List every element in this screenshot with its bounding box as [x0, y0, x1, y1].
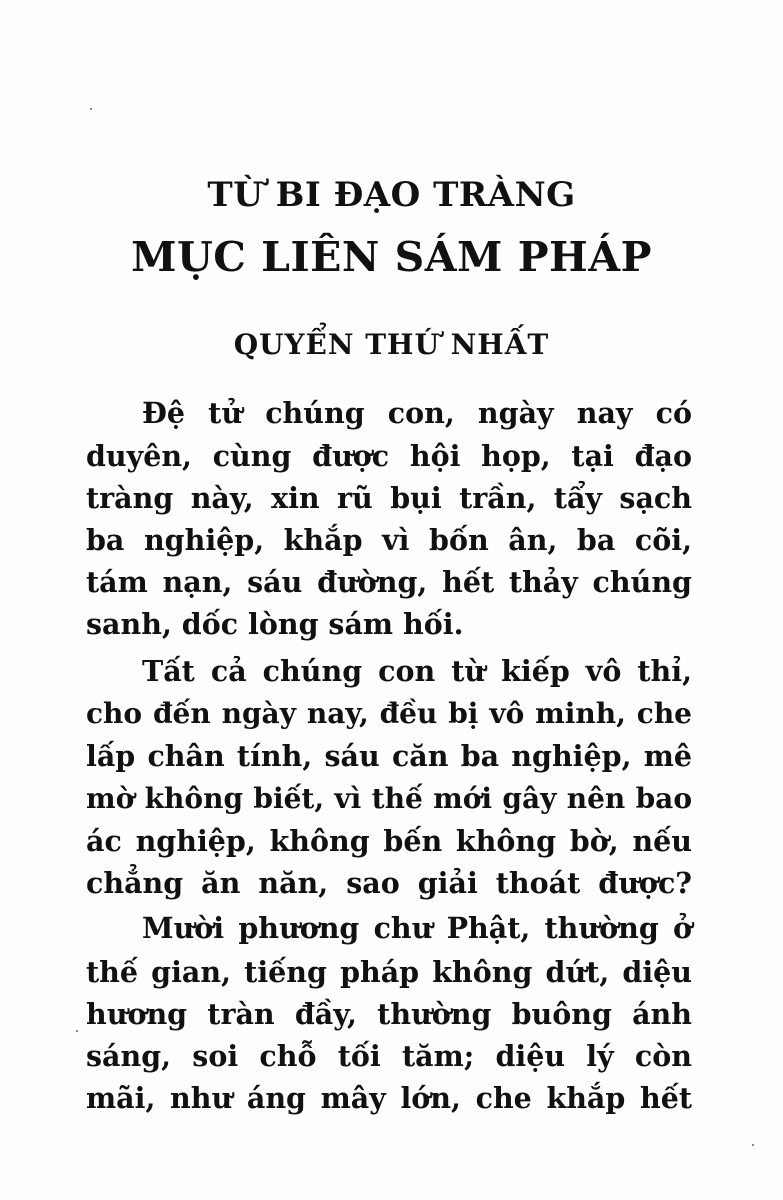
text-line: duyên, cùng được hội họp, tại đạo: [86, 439, 692, 473]
text-line: sáng, soi chỗ tối tăm; diệu lý còn: [86, 1039, 692, 1073]
text-line: Tất cả chúng con từ kiếp vô thỉ,: [142, 654, 692, 688]
text-line: cho đến ngày nay, đều bị vô minh, che: [86, 697, 692, 730]
text-line: ác nghiệp, không bến không bờ, nếu: [86, 824, 692, 858]
title-line-1: TỪ BI ĐẠO TRÀNG: [207, 175, 576, 215]
scan-speck: [76, 1030, 78, 1032]
text-line: Đệ tử chúng con, ngày nay có: [142, 396, 692, 430]
scan-speck: [90, 108, 92, 110]
scan-speck: [752, 1144, 754, 1146]
text-line: ba nghiệp, khắp vì bốn ân, ba cõi,: [86, 523, 692, 557]
text-line: tám nạn, sáu đường, hết thảy chúng: [86, 565, 692, 599]
section-heading: QUYỂN THỨ NHẤT: [233, 328, 550, 361]
title-line-2: MỤC LIÊN SÁM PHÁP: [131, 233, 652, 281]
text-line: mờ không biết, vì thế mới gây nên bao: [86, 782, 692, 815]
text-line: chẳng ăn năn, sao giải thoát được?: [86, 866, 692, 900]
text-line: hương tràn đầy, thường buông ánh: [86, 997, 692, 1031]
text-line: thế gian, tiếng pháp không dứt, diệu: [86, 955, 692, 989]
text-line: tràng này, xin rũ bụi trần, tẩy sạch: [86, 481, 692, 515]
text-line: mãi, như áng mây lớn, che khắp hết: [86, 1081, 692, 1115]
text-line: lấp chân tính, sáu căn ba nghiệp, mê: [86, 739, 692, 773]
text-line: Mười phương chư Phật, thường ở: [142, 911, 692, 945]
text-line: sanh, dốc lòng sám hối.: [86, 607, 464, 641]
